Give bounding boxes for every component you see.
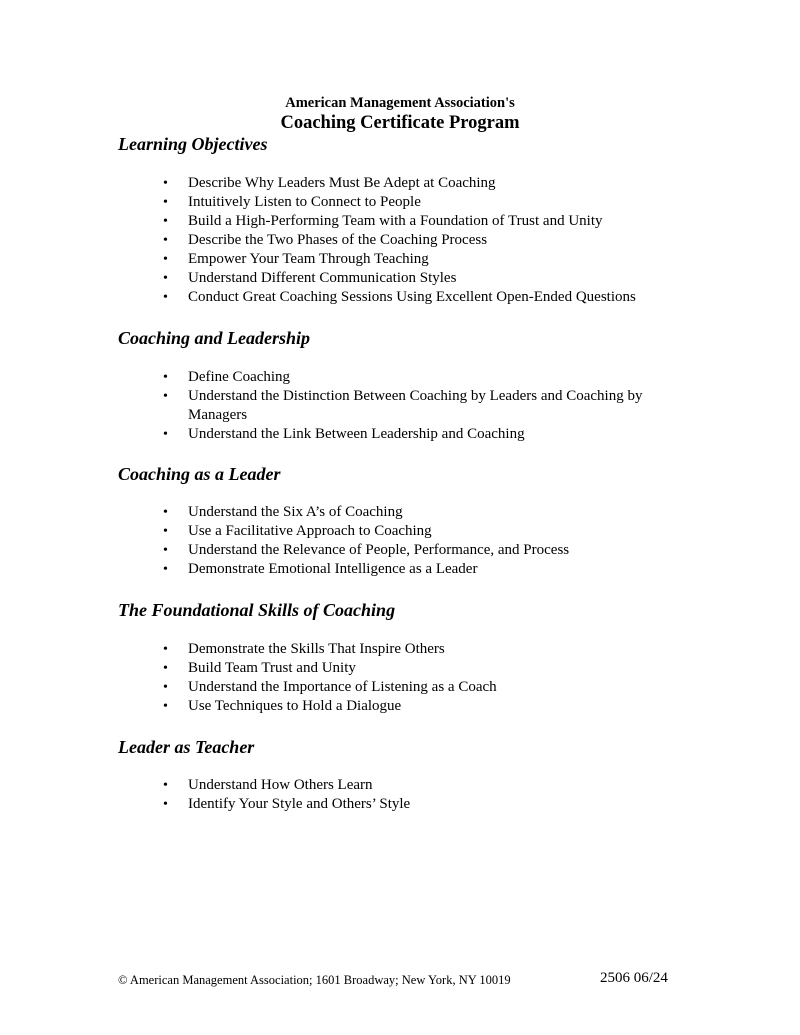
bullet-icon: • — [163, 370, 168, 385]
list-item: • Understand the Six A’s of Coaching — [163, 504, 403, 520]
list-item: • Demonstrate Emotional Intelligence as a Leader — [163, 561, 478, 577]
bullet-icon: • — [163, 176, 168, 191]
bullet-icon: • — [163, 699, 168, 714]
organization-title: American Management Association's — [285, 95, 515, 111]
list-item: • Use a Facilitative Approach to Coaching — [163, 523, 432, 539]
footer-copyright: © American Management Association; 1601 Broadway; New York, NY 10019 — [118, 973, 511, 987]
bullet-icon: • — [163, 271, 168, 286]
bullet-icon: • — [163, 505, 168, 520]
bullet-icon: • — [163, 661, 168, 676]
section-heading: Leader as Teacher — [118, 737, 255, 757]
section-heading: Coaching and Leadership — [118, 328, 311, 348]
list-item: • Conduct Great Coaching Sessions Using Excellent Open-Ended Questions — [163, 289, 636, 305]
footer-document-code: 2506 06/24 — [600, 970, 668, 986]
list-item: • Understand the Distinction Between Coaching by Leaders and Coaching by Managers — [163, 388, 643, 423]
program-title: Coaching Certificate Program — [280, 113, 520, 133]
list-item: • Identify Your Style and Others’ Style — [163, 796, 411, 812]
section-list — [160, 174, 680, 307]
bullet-icon: • — [163, 233, 168, 248]
section-list — [160, 503, 680, 579]
list-item: • Describe Why Leaders Must Be Adept at Coaching — [163, 175, 496, 191]
section-list — [160, 368, 680, 444]
bullet-icon: • — [163, 543, 168, 558]
bullet-icon: • — [163, 797, 168, 812]
list-item: • Intuitively Listen to Connect to People — [163, 194, 421, 210]
list-item: • Understand How Others Learn — [163, 777, 373, 793]
list-item: • Understand Different Communication Styles — [163, 270, 457, 286]
list-item: • Understand the Importance of Listening as a Coach — [163, 679, 497, 695]
bullet-icon: • — [163, 290, 168, 305]
bullet-icon: • — [163, 214, 168, 229]
section-list — [160, 640, 680, 716]
bullet-icon: • — [163, 427, 168, 442]
bullet-icon: • — [163, 195, 168, 210]
section-heading: Learning Objectives — [118, 134, 268, 154]
list-item: • Build a High-Performing Team with a Foundation of Trust and Unity — [163, 213, 603, 229]
list-item: • Describe the Two Phases of the Coaching Process — [163, 232, 488, 248]
bullet-icon: • — [163, 680, 168, 695]
list-item: • Use Techniques to Hold a Dialogue — [163, 698, 402, 714]
section-heading: Coaching as a Leader — [118, 464, 281, 484]
bullet-icon: • — [163, 389, 168, 404]
section-list — [160, 776, 680, 814]
list-item: • Understand the Relevance of People, Performance, and Process — [163, 542, 570, 558]
list-item: • Define Coaching — [163, 369, 291, 385]
list-item: • Empower Your Team Through Teaching — [163, 251, 429, 267]
bullet-icon: • — [163, 252, 168, 267]
section-heading: The Foundational Skills of Coaching — [118, 600, 396, 620]
bullet-icon: • — [163, 562, 168, 577]
list-item: • Demonstrate the Skills That Inspire Others — [163, 641, 445, 657]
bullet-icon: • — [163, 642, 168, 657]
bullet-icon: • — [163, 524, 168, 539]
list-item: • Build Team Trust and Unity — [163, 660, 356, 676]
bullet-icon: • — [163, 778, 168, 793]
list-item: • Understand the Link Between Leadership and Coaching — [163, 426, 525, 442]
